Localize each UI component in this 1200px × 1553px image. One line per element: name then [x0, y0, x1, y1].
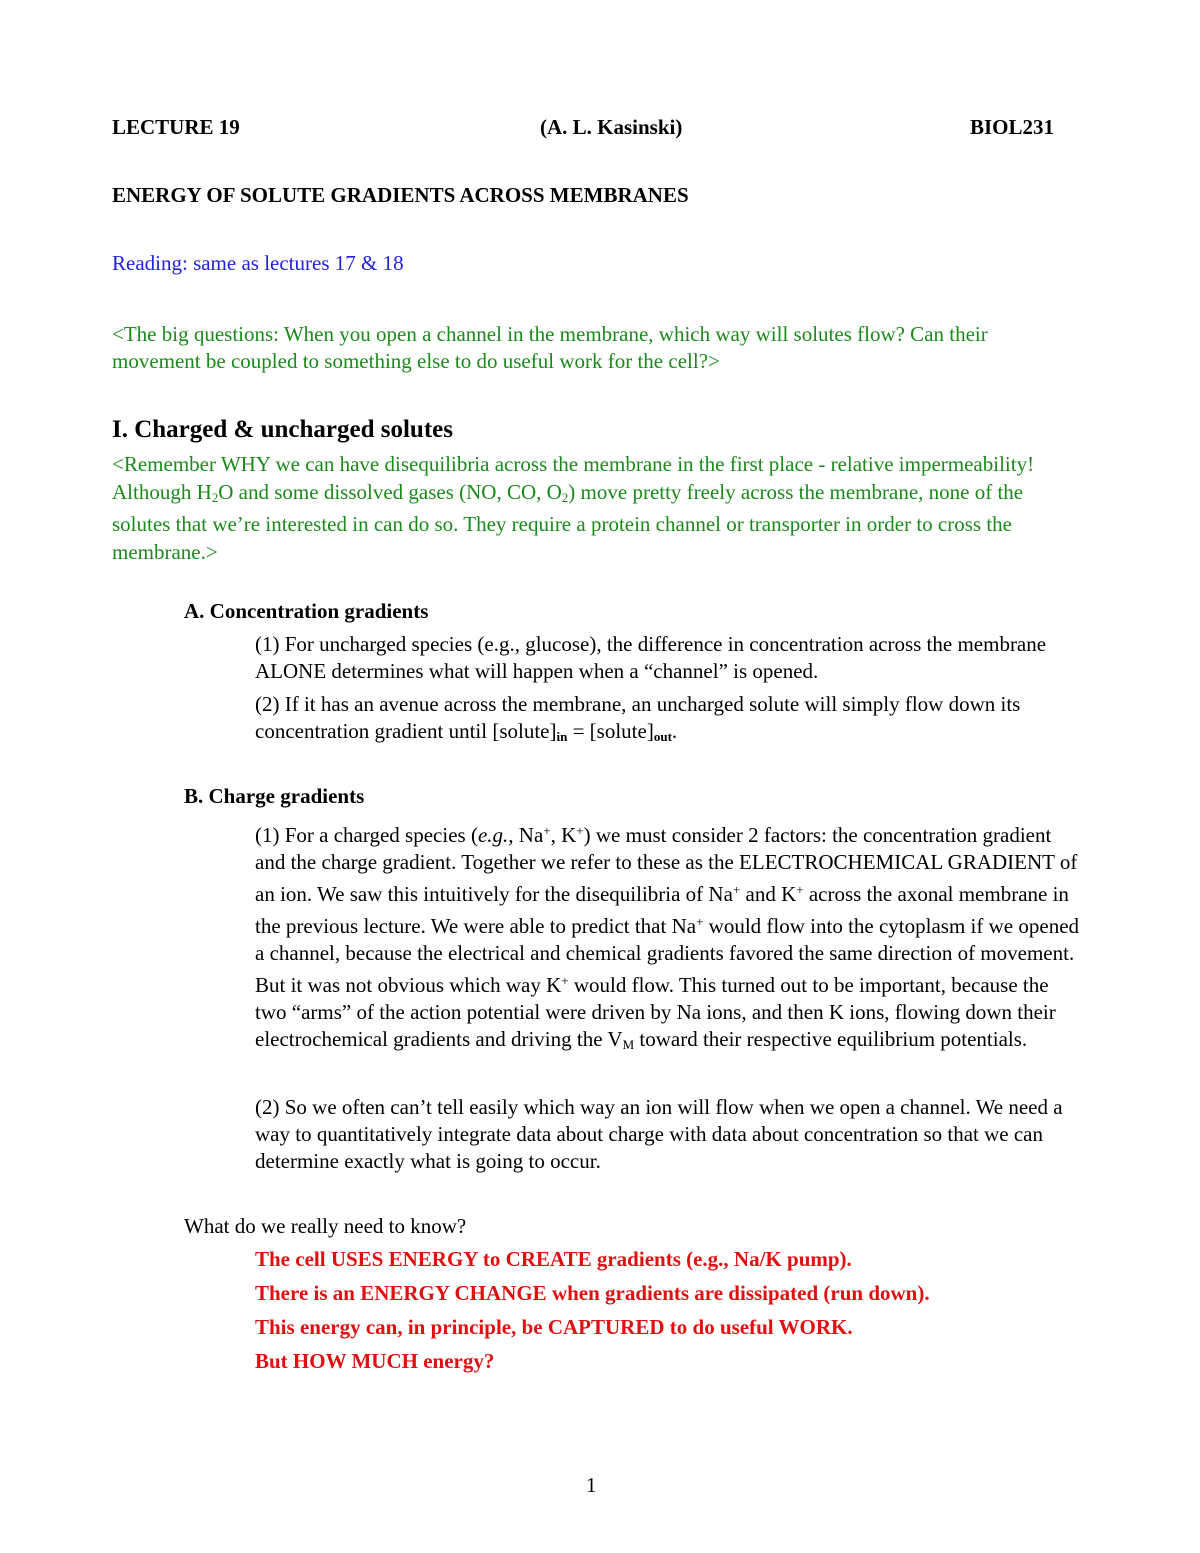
key-point-2: There is an ENERGY CHANGE when gradients are dissipated (run down).	[255, 1281, 930, 1305]
page-number: 1	[586, 1473, 597, 1497]
key-question: What do we really need to know?	[184, 1214, 467, 1238]
big-questions: <The big questions: When you open a channel in the membrane, which way will solutes flow? Can their movement be coupled to something else to do useful work for the cell?>	[112, 322, 988, 373]
subsection-a-paragraph-2: (2) If it has an avenue across the membrane, an uncharged solute will simply flow down its concentration gradient until $[solute]_{in}$ = $[solute]_{out}$.	[255, 692, 1021, 744]
remember-paragraph: <Remember WHY we can have disequilibria across the membrane in the first place - relative impermeability! Although $H_2O$ and some dissolved gases (NO, CO, $O_2$) move pretty freely across the membrane, none of the solutes that we’re interested in can do so. They require a protein channel or transporter in order to cross the membrane.>	[112, 452, 1035, 564]
key-point-3: This energy can, in principle, be CAPTURED to do useful WORK.	[255, 1315, 853, 1339]
subsection-a-paragraph-1: (1) For uncharged species (e.g., glucose), the difference in concentration across the membrane ALONE determines what will happen when a “channel” is opened.	[255, 632, 1047, 683]
course-code: BIOL231	[969, 115, 1054, 139]
lecture-number: LECTURE 19	[112, 115, 240, 139]
author: (A. L. Kasinski)	[540, 115, 683, 139]
key-point-4: But HOW MUCH energy?	[255, 1349, 495, 1373]
subsection-b-paragraph-2: (2) So we often can’t tell easily which way an ion will flow when we open a channel. We need a way to quantitatively integrate data about charge with data about concentration so that we can determine exactly what is going to occur.	[255, 1095, 1063, 1173]
key-point-1: The cell USES ENERGY to CREATE gradients (e.g., Na/K pump).	[255, 1247, 852, 1271]
reading-note: Reading: same as lectures 17 & 18	[112, 251, 404, 275]
subsection-b-heading: B. Charge gradients	[184, 784, 365, 808]
document-title: ENERGY OF SOLUTE GRADIENTS ACROSS MEMBRANES	[112, 183, 689, 207]
subsection-a-heading: A. Concentration gradients	[184, 599, 429, 623]
subsection-b-paragraph-1: (1) For a charged species (e.g., Na+, K+) we must consider 2 factors: the concentration gradient and the charge gradient. Together we refer to these as the ELECTROCHEMICAL GRADIENT of an ion. We saw this intuitively for the disequilibria of Na+ and K+ across the axonal membrane in the previous lecture. We were able to predict that Na+ would flow into the cytoplasm if we opened a channel, because the electrical and chemical gradients favored the same direction of movement. But it was not obvious which way K+ would flow. This turned out to be important, because the two “arms” of the action potential were driven by Na ions, and then K ions, flowing down their electrochemical gradients and driving the $V_M$ toward their respective equilibrium potentials.	[255, 823, 1080, 1052]
section-1-heading: I. Charged & uncharged solutes	[112, 416, 453, 443]
